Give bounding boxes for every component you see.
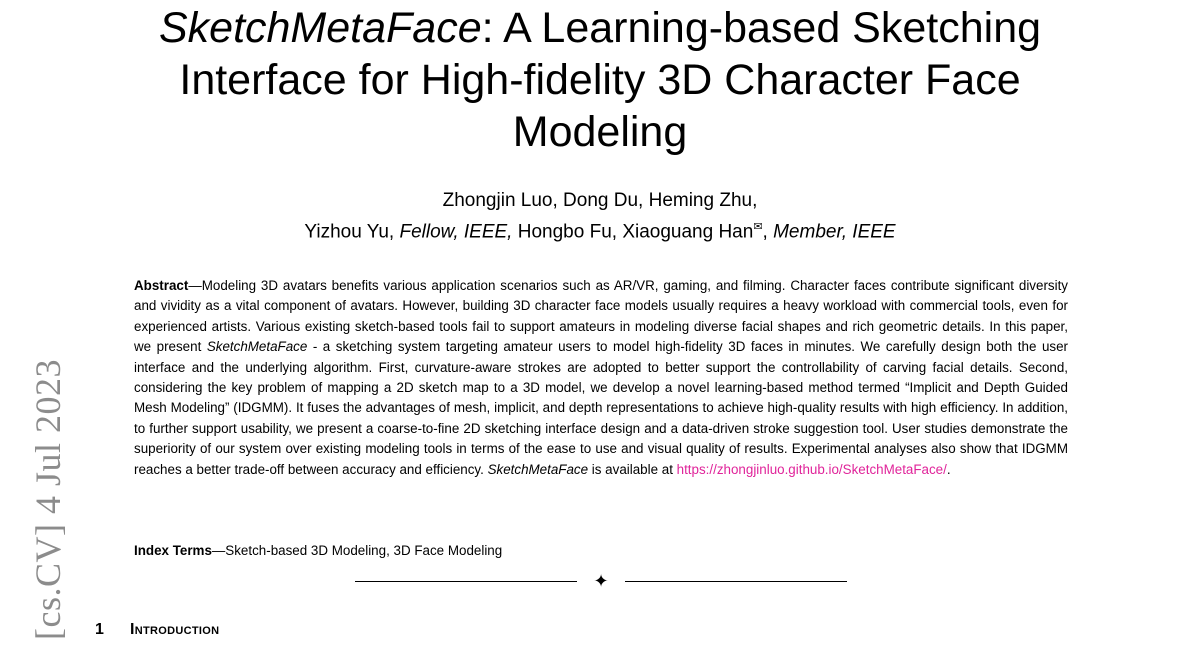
separator-line-right xyxy=(625,581,847,582)
arxiv-stamp: [cs.CV] 4 Jul 2023 xyxy=(28,359,68,640)
paper-title xyxy=(100,2,1100,158)
title-rest: : A Learning-based Sketching Interface for High-fidelity 3D Character Face Modeling xyxy=(179,4,1042,156)
diamond-star-icon: ✦ xyxy=(593,571,609,591)
author-han-title: Member, IEEE xyxy=(773,221,896,243)
abstract-italic-2: SketchMetaFace xyxy=(487,461,589,477)
author-line-2 xyxy=(150,214,1050,245)
title-italic-part: SketchMetaFace xyxy=(158,4,482,52)
abstract xyxy=(134,276,1068,480)
index-terms-label: Index Terms xyxy=(134,543,212,558)
abstract-text-3: is available at xyxy=(588,461,677,477)
section-number: 1 xyxy=(95,621,104,638)
author-yu: Yizhou Yu, xyxy=(304,221,400,243)
envelope-icon: ✉ xyxy=(753,221,763,233)
index-terms-text: —Sketch-based 3D Modeling, 3D Face Modeling xyxy=(211,543,503,558)
abstract-label: Abstract xyxy=(134,278,189,293)
abstract-italic-1: SketchMetaFace xyxy=(206,339,308,355)
section-heading xyxy=(95,619,219,641)
abstract-text-2: - a sketching system targeting amateur users to model high-fidelity 3D faces in minutes. We carefully design both the user interface and the underlying algorithm. First, curvature-aware strokes are adopted to better support the controllability of carving facial details. Second, considering the key problem of mapping a 2D sketch map to a 3D model, we develop a novel learning-based method termed “Implicit and Depth Guided Mesh Modeling” (IDGMM). It fuses the advantages of mesh, implicit, and depth representations to achieve high-quality results with high efficiency. In addition, to further support usability, we present a coarse-to-fine 2D sketching interface design and a data-driven stroke suggestion tool. User studies demonstrate the superiority of our system over existing modeling tools in terms of the ease to use and visual quality of results. Experimental analyses also show that IDGMM reaches a better trade-off between accuracy and efficiency. xyxy=(134,339,1068,477)
abstract-text-4: . xyxy=(946,461,951,477)
section-title: Introduction xyxy=(130,621,220,638)
author-fu-han: Hongbo Fu, Xiaoguang Han xyxy=(512,221,754,243)
author-comma: , xyxy=(762,221,774,243)
abstract-text-1: —Modeling 3D avatars benefits various application scenarios such as AR/VR, gaming, and filming. Character faces contribute significant diversity and vividity as a vital component of avatars. However, building 3D character face models usually requires a heavy workload with commercial tools, even for experienced artists. Various existing sketch-based tools fail to support amateurs in modeling diverse facial shapes and rich geometric details. In this paper, we present xyxy=(134,278,1068,355)
index-terms xyxy=(134,541,1068,561)
separator-line-left xyxy=(355,581,577,582)
author-line-1: Zhongjin Luo, Dong Du, Heming Zhu, xyxy=(442,190,758,211)
project-link[interactable]: https://zhongjinluo.github.io/SketchMetaFace/ xyxy=(676,461,947,477)
section-separator xyxy=(355,572,847,592)
author-yu-title: Fellow, IEEE, xyxy=(399,221,513,243)
author-list xyxy=(150,188,1050,245)
